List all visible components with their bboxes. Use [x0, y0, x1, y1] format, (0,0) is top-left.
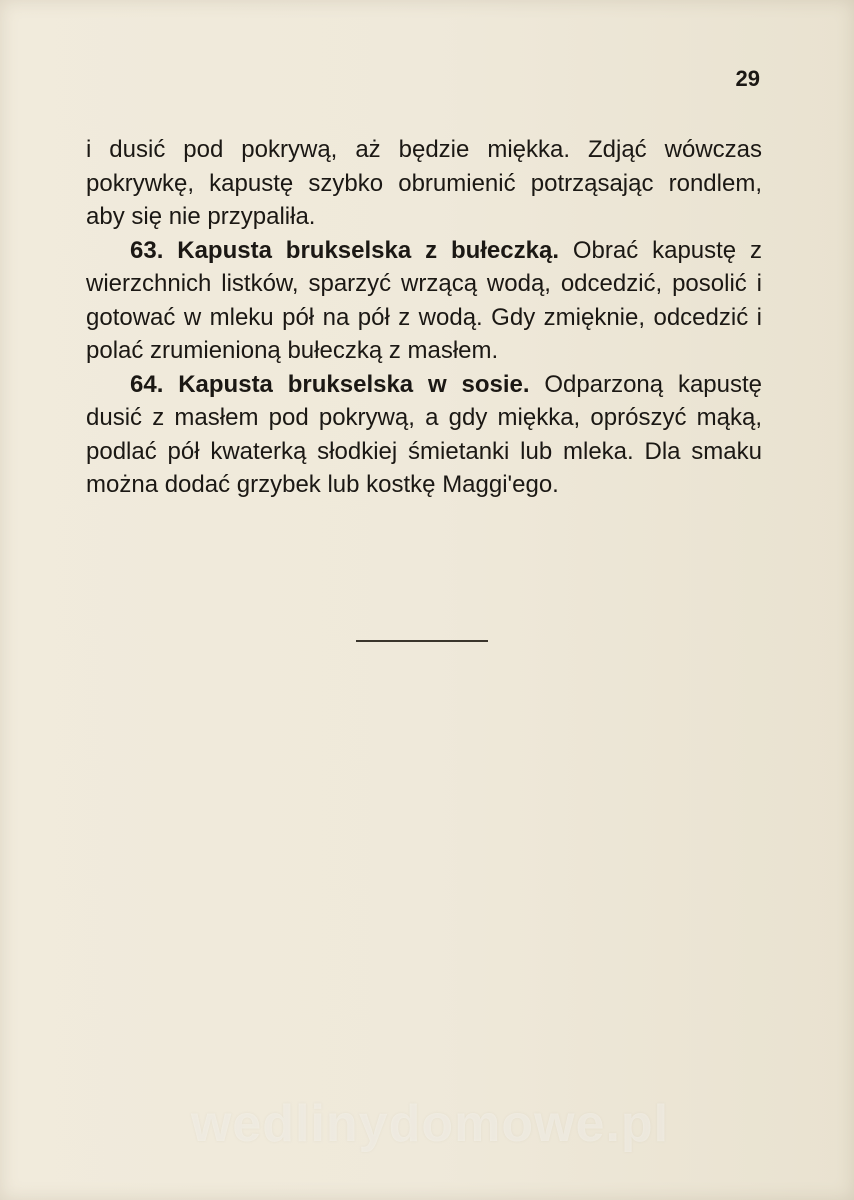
watermark: wedlinydomowe.pl — [190, 1095, 670, 1153]
recipe-body: Odparzoną kapustę dusić z masłem pod pokrywą, a gdy miękka, oprószyć mąką, podlać pół kwaterką słodkiej śmietanki lub mleka. Dla smaku można dodać grzybek lub kostkę Maggi'ego. — [86, 370, 763, 498]
recipe-number: 63. — [130, 236, 164, 264]
recipe-title: Kapusta brukselska z bułeczką. — [177, 236, 559, 264]
recipe-title: Kapusta brukselska w sosie. — [178, 370, 530, 398]
recipe-64 — [86, 368, 762, 502]
paragraph-text: i dusić pod pokrywą, aż będzie miękka. Zdjąć wówczas pokrywkę, kapustę szybko obrumienić potrząsając rondlem, aby się nie przypaliła. — [86, 136, 762, 230]
recipe-text — [86, 133, 762, 502]
recipe-body: Obrać kapustę z wierzchnich listków, sparzyć wrzącą wodą, odcedzić, posolić i gotować w mleku pół na pół z wodą. Gdy zmięknie, odcedzić i polać zrumienioną bułeczką z masłem. — [86, 236, 763, 364]
page-number: 29 — [735, 66, 760, 91]
section-divider — [356, 640, 488, 642]
paragraph-continuation — [86, 133, 762, 234]
recipe-number: 64. — [130, 370, 164, 398]
recipe-63 — [86, 234, 762, 368]
